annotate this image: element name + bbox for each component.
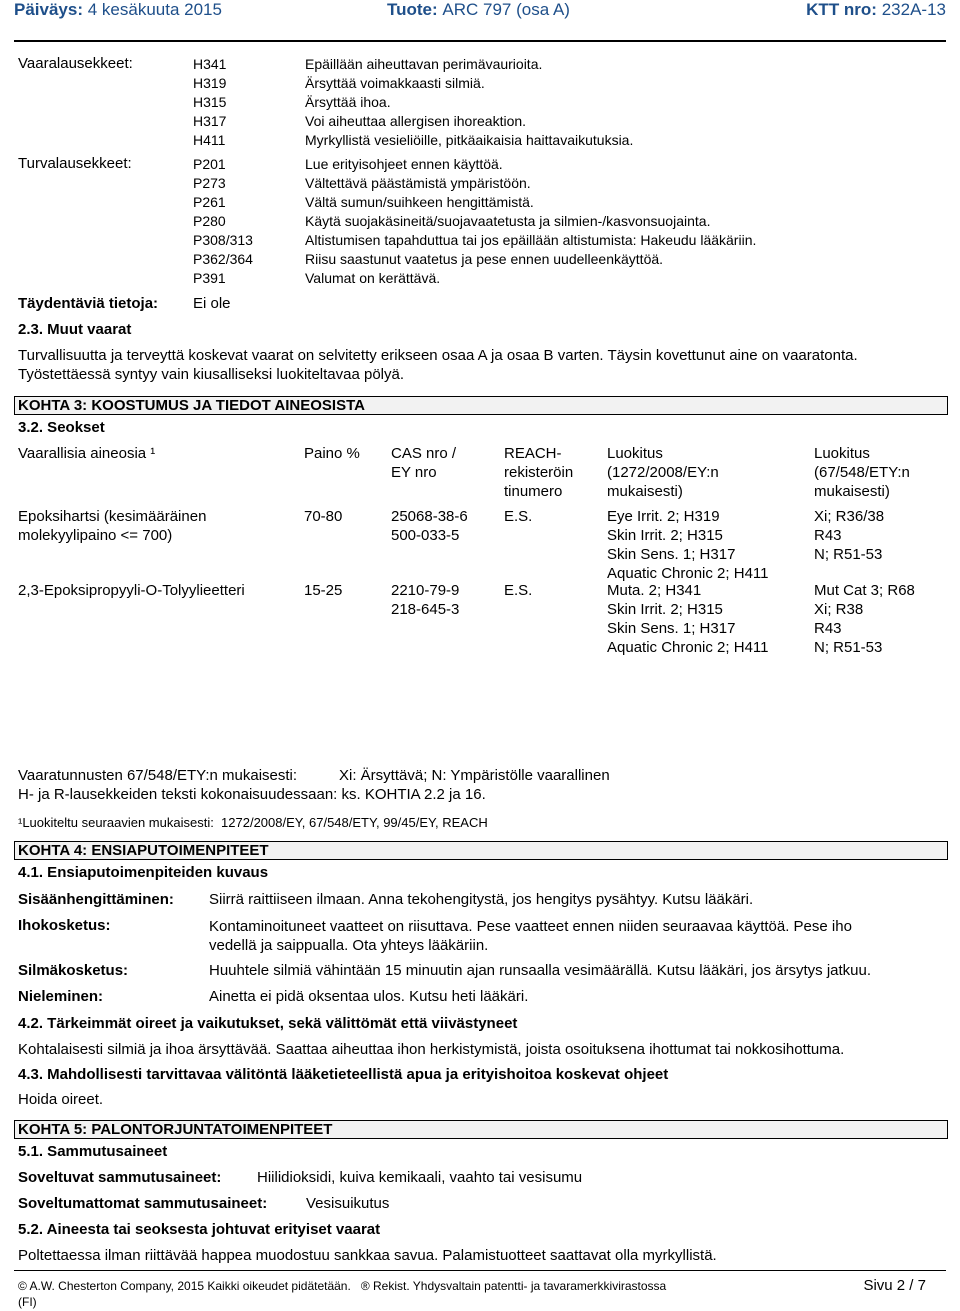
hazard-code: H411 [193, 132, 226, 148]
footer-language: (FI) [18, 1295, 37, 1309]
precaution-code: P201 [193, 156, 226, 172]
hazard-code: H341 [193, 56, 227, 72]
suitable-media-label: Soveltuvat sammutusaineet: [18, 1169, 222, 1186]
precaution-text: Altistumisen tapahduttua tai jos epäillään altistumista: Hakeudu lääkäriin. [305, 232, 757, 248]
section-5-2-text: Poltettaessa ilman riittävää happea muodostuu sankkaa savua. Palamistuotteet saattavat olla myrkyllistä. [18, 1247, 717, 1264]
hazard-text: Voi aiheuttaa allergisen ihoreaktion. [305, 113, 527, 129]
table-cell-name: 2,3-Epoksipropyyli-O-Tolyylieetteri [18, 582, 245, 599]
precaution-text: Käytä suojakäsineitä/suojavaatetusta ja silmien-/kasvonsuojainta. [305, 213, 711, 229]
col-header-reach: REACH- rekisteröin tinumero [504, 445, 574, 500]
other-hazards-text: Turvallisuutta ja terveyttä koskevat vaarat on selvitetty erikseen osaa A ja osaa B varten. Täysin kovettunut aine on vaaratonta. Työstettäessä syntyy vain kiusalliseksi luokiteltavaa pölyä. [18, 347, 858, 383]
section-5-title: KOHTA 5: PALONTORJUNTATOIMENPITEET [14, 1120, 948, 1139]
hazard-text: Myrkyllistä vesieliöille, pitkäaikaisia haittavaikutuksia. [305, 132, 634, 148]
precaution-text: Valumat on kerättävä. [305, 270, 441, 286]
hazard-label: Vaaralausekkeet: [18, 55, 133, 72]
hazard-text: Ärsyttää voimakkaasti silmiä. [305, 75, 485, 91]
hazard-code: H319 [193, 75, 227, 91]
table-cell-clp: Muta. 2; H341 Skin Irrit. 2; H315 Skin Sens. 1; H317 Aquatic Chronic 2; H411 [607, 582, 769, 656]
supplementary-label: Täydentäviä tietoja: [18, 295, 159, 312]
section-3-sub: 3.2. Seokset [18, 419, 105, 436]
section-3-title: KOHTA 3: KOOSTUMUS JA TIEDOT AINEOSISTA [14, 396, 948, 415]
section-4-title: KOHTA 4: ENSIAPUTOIMENPITEET [14, 841, 948, 860]
inhalation-label: Sisäänhengittäminen: [18, 891, 174, 908]
table-cell-reach: E.S. [504, 508, 533, 525]
section-4-2-heading: 4.2. Tärkeimmät oireet ja vaikutukset, sekä välittömät että viivästyneet [18, 1015, 518, 1032]
inhalation-text: Siirrä raittiiseen ilmaan. Anna tekohengitystä, jos hengitys pysähtyy. Kutsu lääkäri. [209, 891, 754, 908]
hazard-text: Ärsyttää ihoa. [305, 94, 391, 110]
page-number: Sivu 2 / 7 [863, 1277, 926, 1294]
table-cell-dsd: Xi; R36/38 R43 N; R51-53 [814, 508, 885, 563]
table-cell-name: Epoksihartsi (kesimääräinen molekyylipaino <= 700) [18, 508, 207, 544]
footer-rule [14, 1270, 946, 1271]
date: Päiväys: 4 kesäkuuta 2015 [14, 0, 222, 19]
table-cell-weight: 15-25 [304, 582, 343, 599]
unsuitable-media-label: Soveltumattomat sammutusaineet: [18, 1195, 268, 1212]
symbols-note-value: Xi: Ärsyttävä; N: Ympäristölle vaarallinen [339, 767, 610, 784]
section-5-1-heading: 5.1. Sammutusaineet [18, 1143, 168, 1160]
hazard-texts [305, 55, 633, 150]
unsuitable-media-text: Vesisuikutus [306, 1195, 390, 1212]
section-4-3-text: Hoida oireet. [18, 1091, 104, 1108]
precaution-codes [193, 155, 253, 288]
ingestion-text: Ainetta ei pidä oksentaa ulos. Kutsu heti lääkäri. [209, 988, 529, 1005]
col-header-weight: Paino % [304, 445, 360, 462]
table-cell-cas: 25068-38-6 500-033-5 [391, 508, 468, 544]
ingestion-label: Nieleminen: [18, 988, 104, 1005]
precaution-code: P308/313 [193, 232, 253, 248]
full-text-note: H- ja R-lausekkeiden teksti kokonaisuudessaan: ks. KOHTIA 2.2 ja 16. [18, 786, 486, 803]
other-hazards-heading: 2.3. Muut vaarat [18, 321, 132, 338]
precaution-text: Riisu saastunut vaatetus ja pese ennen uudelleenkäyttöä. [305, 251, 664, 267]
section-5-2-heading: 5.2. Aineesta tai seoksesta johtuvat erityiset vaarat [18, 1221, 381, 1238]
page-header [14, 0, 946, 42]
table-cell-dsd: Mut Cat 3; R68 Xi; R38 R43 N; R51-53 [814, 582, 915, 656]
col-header-clp: Luokitus (1272/2008/EY:n mukaisesti) [607, 445, 719, 500]
precaution-code: P391 [193, 270, 226, 286]
footer-copyright: © A.W. Chesterton Company, 2015 Kaikki oikeudet pidätetään. ® Rekist. Yhdysvaltain patentti- ja tavaramerkkivirastossa [18, 1279, 667, 1293]
table-cell-clp: Eye Irrit. 2; H319 Skin Irrit. 2; H315 Skin Sens. 1; H317 Aquatic Chronic 2; H411 [607, 508, 769, 582]
symbols-note-label: Vaaratunnusten 67/548/ETY:n mukaisesti: [18, 767, 298, 784]
table-cell-cas: 2210-79-9 218-645-3 [391, 582, 460, 618]
hazard-codes [193, 55, 226, 150]
supplementary-value: Ei ole [193, 295, 231, 312]
precaution-code: P273 [193, 175, 226, 191]
hazard-text: Epäillään aiheuttavan perimävaurioita. [305, 56, 543, 72]
section-4-3-heading: 4.3. Mahdollisesti tarvittavaa välitöntä lääketieteellistä apua ja erityishoitoa koskevat ohjeet [18, 1066, 669, 1083]
col-header-ingredients: Vaarallisia aineosia ¹ [18, 445, 156, 462]
precaution-text: Vältettävä päästämistä ympäristöön. [305, 175, 531, 191]
classification-footnote: ¹Luokiteltu seuraavien mukaisesti: 1272/2008/EY, 67/548/ETY, 99/45/EY, REACH [18, 815, 488, 830]
col-header-cas: CAS nro / EY nro [391, 445, 457, 481]
precaution-text: Vältä sumun/suihkeen hengittämistä. [305, 194, 534, 210]
precaution-label: Turvalausekkeet: [18, 155, 132, 172]
section-4-1-heading: 4.1. Ensiaputoimenpiteiden kuvaus [18, 864, 269, 881]
eye-contact-text: Huuhtele silmiä vähintään 15 minuutin ajan runsaalla vesimäärällä. Kutsu lääkäri, jos ärsytys jatkuu. [209, 962, 872, 979]
product: Tuote: ARC 797 (osa A) [387, 0, 570, 19]
ktt-number: KTT nro: 232A-13 [806, 0, 946, 19]
precaution-texts [305, 155, 756, 288]
suitable-media-text: Hiilidioksidi, kuiva kemikaali, vaahto tai vesisumu [257, 1169, 583, 1186]
precaution-code: P280 [193, 213, 226, 229]
col-header-dsd: Luokitus (67/548/ETY:n mukaisesti) [814, 445, 910, 500]
section-4-2-text: Kohtalaisesti silmiä ja ihoa ärsyttävää. Saattaa aiheuttaa ihon herkistymistä, joista osoituksena ihottumat tai nokkosihottuma. [18, 1041, 845, 1058]
precaution-code: P261 [193, 194, 226, 210]
hazard-code: H315 [193, 94, 227, 110]
precaution-code: P362/364 [193, 251, 253, 267]
hazard-code: H317 [193, 113, 227, 129]
table-cell-reach: E.S. [504, 582, 533, 599]
skin-contact-text: Kontaminoituneet vaatteet on riisuttava. Pese vaatteet ennen niiden seuraavaa käyttöä. Pese iho vedellä ja saippualla. Ota yhteys lääkäriin. [209, 918, 852, 954]
eye-contact-label: Silmäkosketus: [18, 962, 129, 979]
skin-contact-label: Ihokosketus: [18, 917, 111, 934]
table-cell-weight: 70-80 [304, 508, 343, 525]
precaution-text: Lue erityisohjeet ennen käyttöä. [305, 156, 503, 172]
